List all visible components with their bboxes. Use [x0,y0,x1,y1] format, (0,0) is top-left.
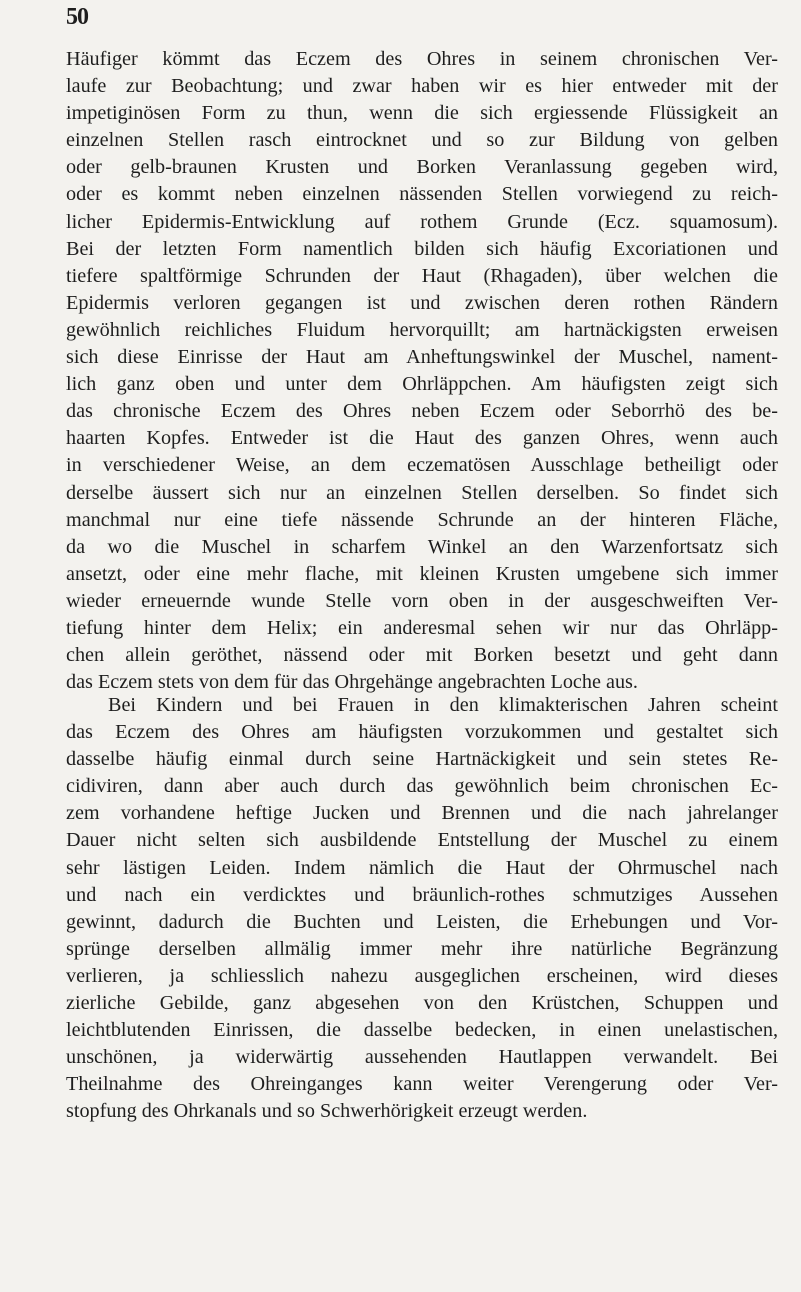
text-line: unschönen, ja widerwärtig aussehenden Hautlappen verwandelt. Bei [66,1046,778,1069]
text-line: das Eczem des Ohres am häufigsten vorzukommen und gestaltet sich [66,721,778,744]
text-line: manchmal nur eine tiefe nässende Schrunde an der hinteren Fläche, [66,508,778,531]
text-line: und nach ein verdicktes und bräunlich-rothes schmutziges Aussehen [66,883,778,906]
text-line: das chronische Eczem des Ohres neben Eczem oder Seborrhö des be- [66,400,778,423]
text-line: in verschiedener Weise, an dem eczematösen Ausschlage betheiligt oder [66,454,778,477]
text-line: ansetzt, oder eine mehr flache, mit kleinen Krusten umgebene sich immer [66,562,778,585]
text-line: tiefung hinter dem Helix; ein anderesmal sehen wir nur das Ohrläpp- [66,616,778,639]
text-line: derselbe äussert sich nur an einzelnen Stellen derselben. So findet sich [66,481,778,504]
text-line: oder gelb-braunen Krusten und Borken Veranlassung gegeben wird, [66,156,778,179]
text-line: leichtblutenden Einrissen, die dasselbe bedecken, in einen unelastischen, [66,1019,778,1042]
text-line: zierliche Gebilde, ganz abgesehen von den Krüstchen, Schuppen und [66,992,778,1015]
text-line: Epidermis verloren gegangen ist und zwischen deren rothen Rändern [66,291,778,314]
text-line: da wo die Muschel in scharfem Winkel an den Warzenfortsatz sich [66,535,778,558]
text-line: impetiginösen Form zu thun, wenn die sich ergiessende Flüssigkeit an [66,102,778,125]
text-line: das Eczem stets von dem für das Ohrgehänge angebrachten Loche aus. [66,671,638,694]
text-line: sprünge derselben allmälig immer mehr ihre natürliche Begränzung [66,937,778,960]
text-line: sehr lästigen Leiden. Indem nämlich die Haut der Ohrmuschel nach [66,856,778,879]
paragraph-2 [66,692,778,1126]
text-line: dasselbe häufig einmal durch seine Hartnäckigkeit und sein stetes Re- [66,748,778,771]
text-line: Dauer nicht selten sich ausbildende Entstellung der Muschel zu einem [66,829,778,852]
text-line: Theilnahme des Ohreinganges kann weiter Verengerung oder Ver- [66,1073,778,1096]
text-line: Häufiger kömmt das Eczem des Ohres in seinem chronischen Ver- [66,48,778,70]
text-line: tiefere spaltförmige Schrunden der Haut (Rhagaden), über welchen die [66,264,778,287]
text-line: Bei Kindern und bei Frauen in den klimakterischen Jahren scheint [108,694,778,716]
text-line: oder es kommt neben einzelnen nässenden Stellen vorwiegend zu reich- [66,183,778,206]
text-line: einzelnen Stellen rasch eintrocknet und so zur Bildung von gelben [66,129,778,152]
text-line: lich ganz oben und unter dem Ohrläppchen. Am häufigsten zeigt sich [66,373,778,396]
text-line: stopfung des Ohrkanals und so Schwerhörigkeit erzeugt werden. [66,1100,588,1123]
text-line: verlieren, ja schliesslich nahezu ausgeglichen erscheinen, wird dieses [66,964,778,987]
text-line: wieder erneuernde wunde Stelle vorn oben in der ausgeschweiften Ver- [66,589,778,612]
text-line: gewöhnlich reichliches Fluidum hervorquillt; am hartnäckigsten erweisen [66,318,778,341]
page-number: 50 [66,4,88,30]
text-line: licher Epidermis-Entwicklung auf rothem Grunde (Ecz. squamosum). [66,210,778,233]
text-line: Bei der letzten Form namentlich bilden sich häufig Excoriationen und [66,237,778,260]
text-line: cidiviren, dann aber auch durch das gewöhnlich beim chronischen Ec- [66,775,778,798]
text-line: chen allein geröthet, nässend oder mit Borken besetzt und geht dann [66,644,778,667]
text-line: gewinnt, dadurch die Buchten und Leisten, die Erhebungen und Vor- [66,910,778,933]
text-line: zem vorhandene heftige Jucken und Brennen und die nach jahrelanger [66,802,778,825]
text-line: sich diese Einrisse der Haut am Anheftungswinkel der Muschel, nament- [66,346,778,369]
paragraph-1 [66,46,778,696]
text-line: laufe zur Beobachtung; und zwar haben wir es hier entweder mit der [66,75,778,98]
text-line: haarten Kopfes. Entweder ist die Haut des ganzen Ohres, wenn auch [66,427,778,450]
